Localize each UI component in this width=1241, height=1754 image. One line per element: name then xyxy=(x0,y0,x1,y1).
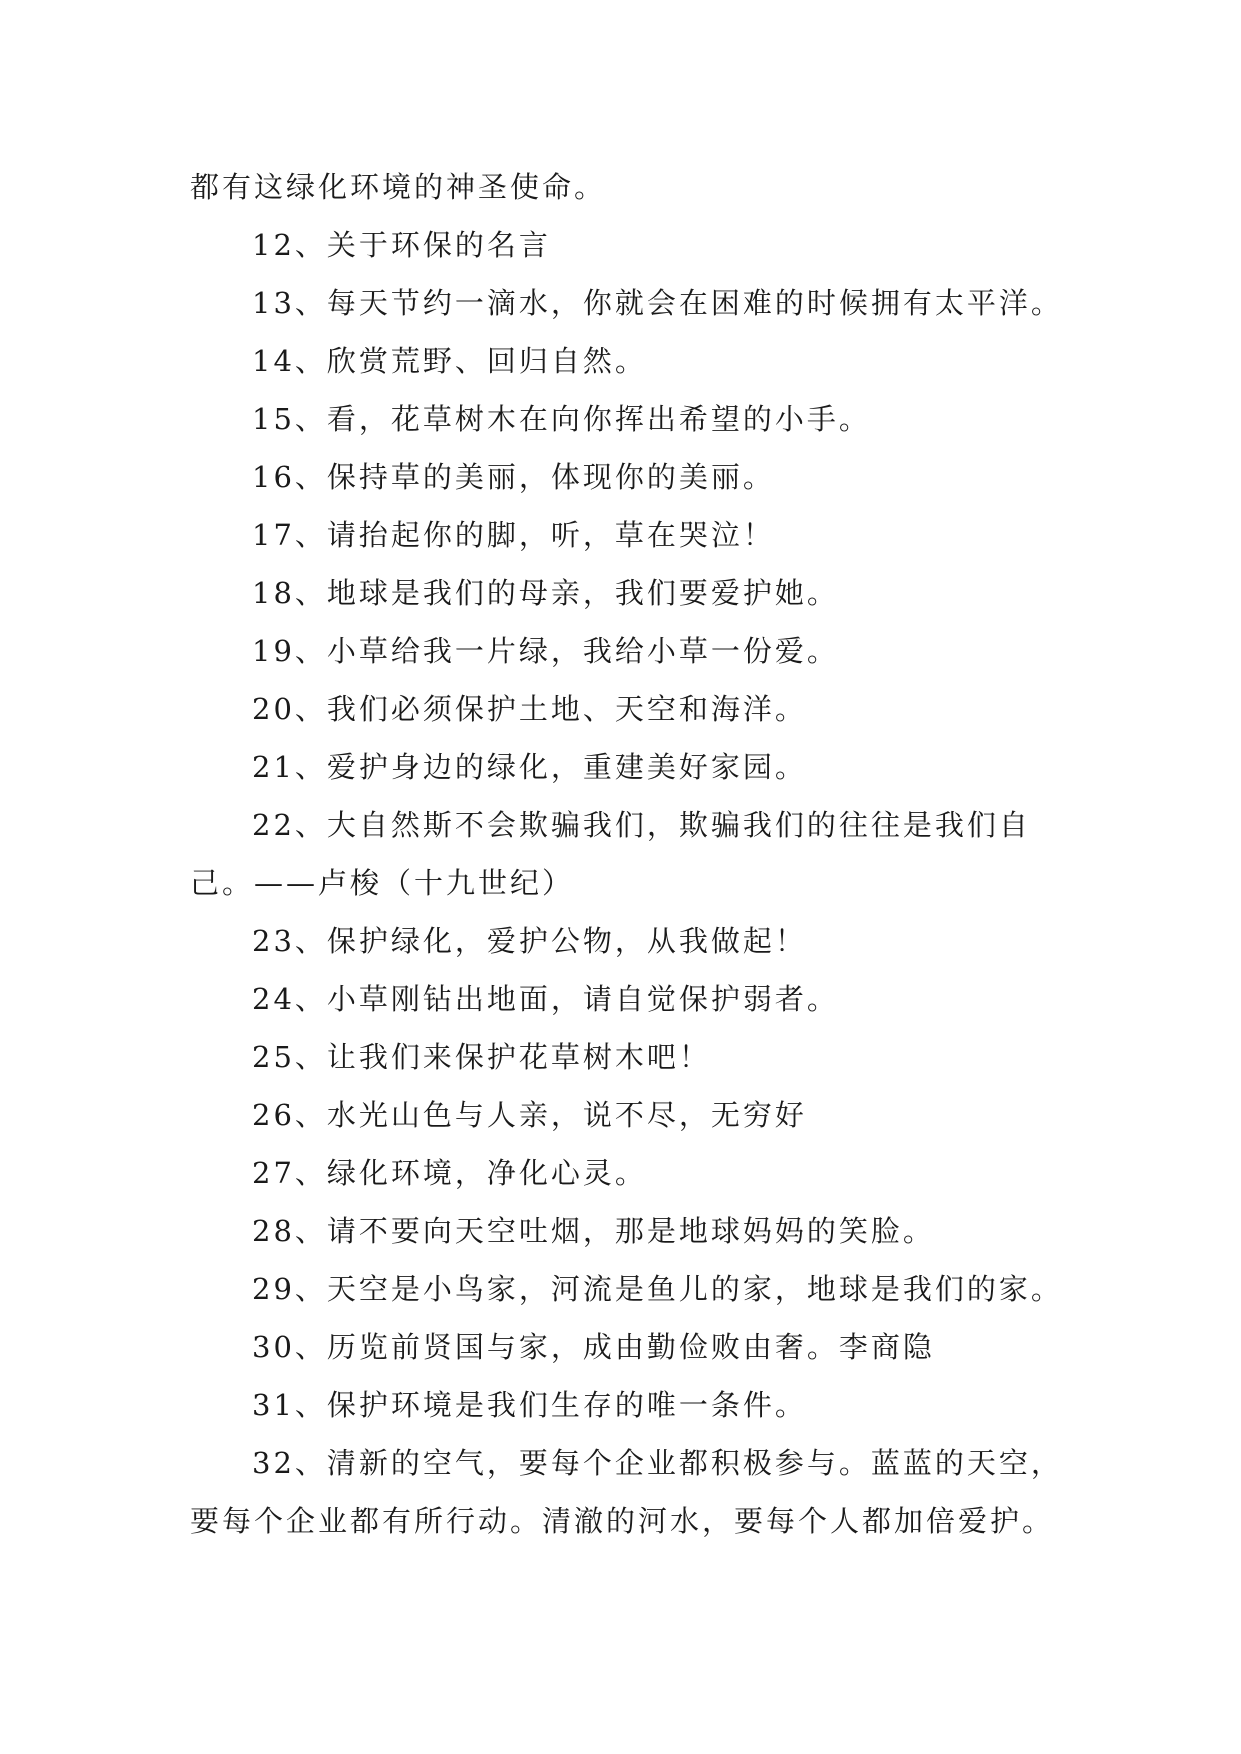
text-line: 21、爱护身边的绿化，重建美好家园。 xyxy=(252,750,807,784)
text-line: 29、天空是小鸟家，河流是鱼儿的家，地球是我们的家。 xyxy=(252,1272,1063,1306)
text-line: 25、让我们来保护花草树木吧！ xyxy=(252,1040,711,1074)
text-line: 19、小草给我一片绿，我给小草一份爱。 xyxy=(252,634,839,668)
text-line: 22、大自然斯不会欺骗我们，欺骗我们的往往是我们自 xyxy=(252,808,1031,842)
text-line: 20、我们必须保护土地、天空和海洋。 xyxy=(252,692,807,726)
text-line: 26、水光山色与人亲，说不尽，无穷好 xyxy=(252,1098,807,1132)
text-line: 己。——卢梭（十九世纪） xyxy=(190,866,575,900)
text-line: 都有这绿化环境的神圣使命。 xyxy=(190,170,607,204)
text-line: 要每个企业都有所行动。清澈的河水，要每个人都加倍爱护。 xyxy=(190,1504,1055,1538)
text-line: 30、历览前贤国与家，成由勤俭败由奢。李商隐 xyxy=(252,1330,935,1364)
text-line: 14、欣赏荒野、回归自然。 xyxy=(252,344,647,378)
text-line: 28、请不要向天空吐烟，那是地球妈妈的笑脸。 xyxy=(252,1214,935,1248)
document-body xyxy=(190,158,1070,1550)
text-line: 18、地球是我们的母亲，我们要爱护她。 xyxy=(252,576,839,610)
text-line: 24、小草刚钻出地面，请自觉保护弱者。 xyxy=(252,982,839,1016)
text-line: 32、清新的空气，要每个企业都积极参与。蓝蓝的天空， xyxy=(252,1446,1063,1480)
text-line: 31、保护环境是我们生存的唯一条件。 xyxy=(252,1388,807,1422)
text-line: 16、保持草的美丽，体现你的美丽。 xyxy=(252,460,775,494)
text-line: 23、保护绿化，爱护公物，从我做起！ xyxy=(252,924,807,958)
text-line: 15、看，花草树木在向你挥出希望的小手。 xyxy=(252,402,871,436)
text-line: 27、绿化环境，净化心灵。 xyxy=(252,1156,647,1190)
text-line: 12、关于环保的名言 xyxy=(252,228,551,262)
text-line: 13、每天节约一滴水，你就会在困难的时候拥有太平洋。 xyxy=(252,286,1063,320)
text-line: 17、请抬起你的脚，听，草在哭泣！ xyxy=(252,518,775,552)
